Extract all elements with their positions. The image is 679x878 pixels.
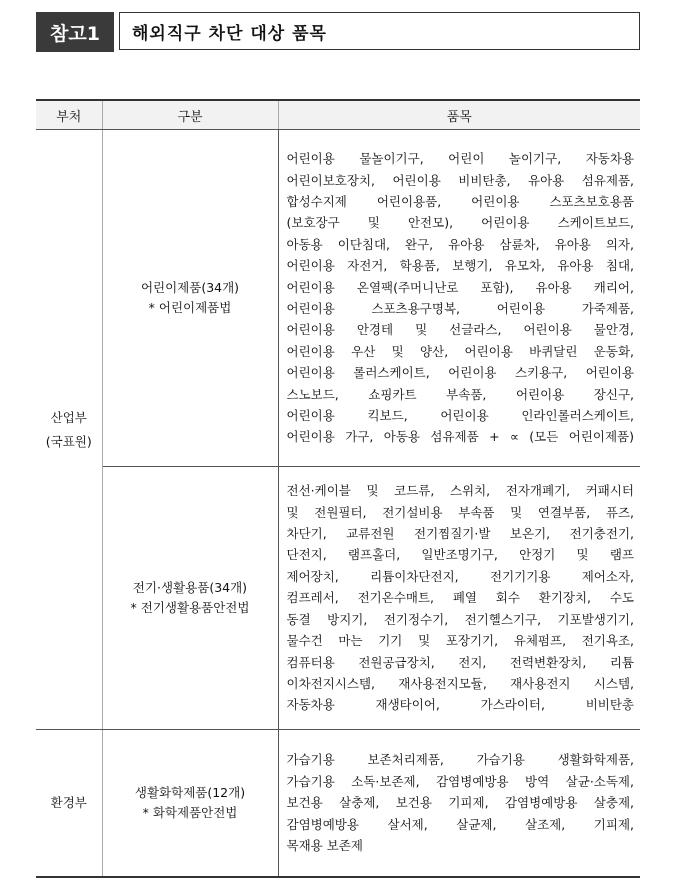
item-line: 어린이용 우산 및 양산, 어린이용 바퀴달린 운동화, [286,343,634,359]
item-line: 가습기용 소독·보존제, 감염병예방용 방역 살균·소독제, [286,773,634,789]
category-law: * 화학제품안전법 [142,805,238,820]
item-line: 컴퓨터용 전원공급장치, 전지, 전력변환장치, 리튬 [286,654,634,670]
item-line: 어린이용 물놀이기구, 어린이 놀이기구, 자동차용 [286,151,634,167]
item-line: (보호장구 및 안전모), 어린이용 스케이트보드, [286,215,634,231]
item-line: 어린이용 온열팩(주머니난로 포함), 유아용 캐리어, [286,279,634,295]
item-line: 감염병예방용 살서제, 살균제, 살조제, 기피제, [286,816,634,832]
table-header-row [36,100,640,130]
department-agency: (국표원) [45,433,92,449]
item-line: 합성수지제 어린이용품, 어린이용 스포츠보호용품 [286,193,634,209]
blocked-items-table [36,99,640,878]
item-line: 단전지, 램프홀더, 일반조명기구, 안정기 및 램프 [286,547,634,563]
header [36,12,640,52]
reference-badge: 참고1 [36,12,114,52]
category-cell [102,467,278,730]
items-cell [278,730,640,878]
department-cell [36,730,102,878]
item-line: 가습기용 보존처리제품, 가습기용 생활화학제품, [286,752,634,768]
department-name: 산업부 [50,409,87,425]
item-line: 제어장치, 리튬이차단전지, 전기기기용 제어소자, [286,568,634,584]
item-line: 자동차용 재생타이어, 가스라이터, 비비탄총 [286,697,634,713]
page-title: 해외직구 차단 대상 품목 [119,12,640,50]
item-line: 이차전지시스템, 재사용전지모듈, 재사용전지 시스템, [286,675,634,691]
items-cell [278,130,640,467]
item-line: 어린이용 안경테 및 선글라스, 어린이용 물안경, [286,322,634,338]
table-row [36,730,640,878]
item-line: 물수건 마는 기기 및 포장기기, 유체펌프, 전기욕조, [286,633,634,649]
item-line: 전선·케이블 및 코드류, 스위치, 전자개폐기, 커패시터 [286,483,634,499]
item-line: 동결 방지기, 전기정수기, 전기헬스기구, 기포발생기기, [286,611,634,627]
item-line: 및 전원필터, 전기설비용 부속품 및 연결부품, 퓨즈, [286,504,634,520]
category-name: 어린이제품(34개) [140,280,240,295]
item-line: 목재용 보존제 [286,838,363,854]
item-line: 아동용 이단침대, 완구, 유아용 삼륜차, 유아용 의자, [286,236,634,252]
items-cell [278,467,640,730]
category-cell [102,130,278,467]
item-line: 어린이용 자전거, 학용품, 보행기, 유모차, 유아용 침대, [286,258,634,274]
item-line: 컴프레서, 전기온수매트, 폐열 회수 환기장치, 수도 [286,590,634,606]
item-line: 차단기, 교류전원 전기찜질기·발 보온기, 전기충전기, [286,526,634,542]
column-header-items: 품목 [278,100,640,130]
item-line: 스노보드, 쇼핑카트 부속품, 어린이용 장신구, [286,386,634,402]
category-name: 전기·생활용품(34개) [132,580,248,595]
department-cell [36,130,102,730]
item-line: 어린이용 킥보드, 어린이용 인라인롤러스케이트, [286,408,634,424]
item-line: 어린이용 롤러스케이트, 어린이용 스키용구, 어린이용 [286,365,634,381]
item-line: 어린이용 스포츠용구명복, 어린이용 가죽제품, [286,301,634,316]
column-header-department: 부처 [36,100,102,130]
item-line: 어린이보호장치, 어린이용 비비탄총, 유아용 섬유제품, [286,172,634,188]
column-header-category: 구분 [102,100,278,130]
table-row [36,467,640,730]
item-line: 보건용 살충제, 보건용 기피제, 감염병예방용 살충제, [286,795,634,811]
category-law: * 어린이제품법 [148,300,232,315]
category-name: 생활화학제품(12개) [134,785,246,800]
table-row [36,130,640,467]
category-law: * 전기생활용품안전법 [130,600,250,615]
department-name: 환경부 [50,795,87,810]
category-cell [102,730,278,878]
item-line: 어린이용 가구, 아동용 섬유제품 + ∝ (모든 어린이제품) [286,429,634,445]
